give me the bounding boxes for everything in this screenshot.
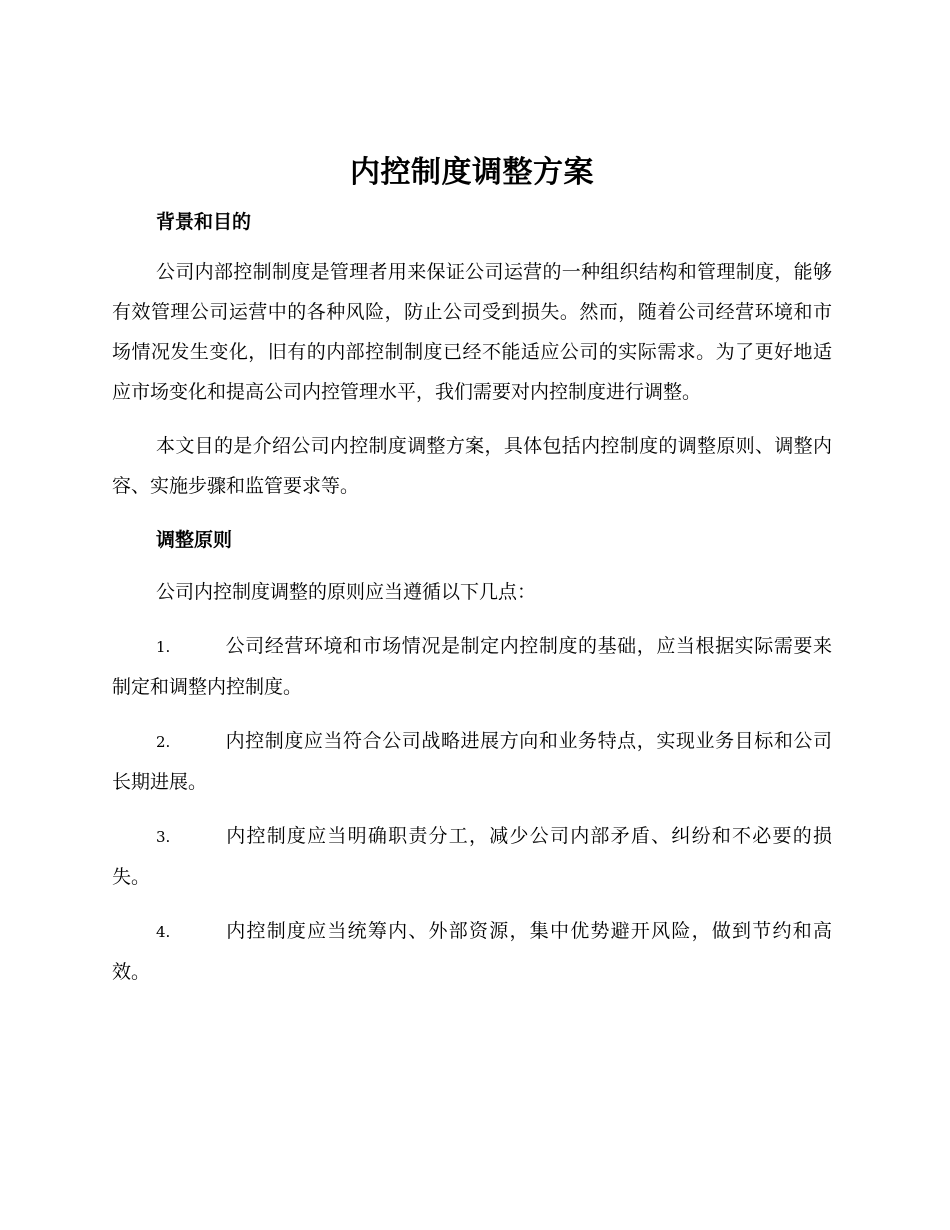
list-item <box>112 816 832 897</box>
document-body <box>112 150 832 992</box>
list-number: 2. <box>156 733 171 751</box>
document-title: 内控制度调整方案 <box>350 155 594 190</box>
list-number: 3. <box>156 828 171 846</box>
list-item <box>112 721 832 802</box>
list-number: 1. <box>156 638 171 656</box>
list-item <box>112 911 832 992</box>
list-item-text: 内控制度应当符合公司战略进展方向和业务特点，实现业务目标和公司长期进展。 <box>112 730 832 793</box>
list-number: 4. <box>156 923 171 941</box>
list-item <box>112 626 832 707</box>
list-item-text: 内控制度应当明确职责分工，减少公司内部矛盾、纠纷和不必要的损失。 <box>112 825 832 888</box>
paragraph-purpose: 本文目的是介绍公司内控制度调整方案，具体包括内控制度的调整原则、调整内容、实施步骤和监管要求等。 <box>112 435 832 497</box>
list-item-text: 内控制度应当统筹内、外部资源，集中优势避开风险，做到节约和高效。 <box>112 920 832 983</box>
paragraph-background: 公司内部控制制度是管理者用来保证公司运营的一种组织结构和管理制度，能够有效管理公司运营中的各种风险，防止公司受到损失。然而，随着公司经营环境和市场情况发生变化，旧有的内部控制制度已经不能适应公司的实际需求。为了更好地适应市场变化和提高公司内控管理水平，我们需要对内控制度进行调整。 <box>112 261 832 403</box>
list-item-text: 公司经营环境和市场情况是制定内控制度的基础，应当根据实际需要来制定和调整内控制度。 <box>112 635 832 698</box>
section-heading-principles: 调整原则 <box>156 529 233 551</box>
paragraph-principles-intro: 公司内控制度调整的原则应当遵循以下几点： <box>156 581 537 603</box>
section-heading-background: 背景和目的 <box>156 211 252 233</box>
